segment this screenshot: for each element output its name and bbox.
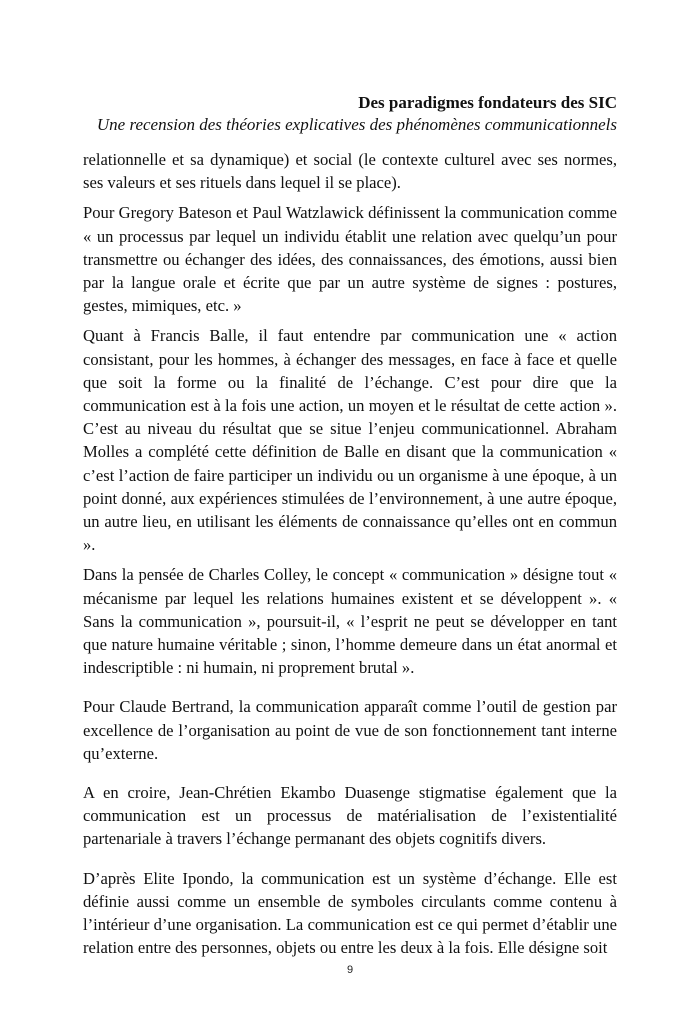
paragraph-bateson-watzlawick: Pour Gregory Bateson et Paul Watzlawick définissent la communication comme « un processus par lequel un individu établit une relation avec quelqu’un pour transmettre ou échanger des idées, des connaissances, des émotions, aussi bien par la langue orale et écrite que par un autre système de signes : postures, gestes, mimiques, etc. » — [83, 203, 617, 316]
running-header — [83, 92, 617, 136]
body-text — [83, 148, 617, 967]
page-number: 9 — [346, 964, 354, 976]
paragraph-continuation: relationnelle et sa dynamique) et social (le contexte culturel avec ses normes, ses valeurs et ses rituels dans lequel il se place). — [83, 150, 617, 193]
paragraph-colley: Dans la pensée de Charles Colley, le concept « communication » désigne tout « mécanisme par lequel les relations humaines existent et se développent ». « Sans la communication », poursuit-il, « l’esprit ne peut se développer en tant que nature humaine véritable ; sinon, l’homme demeure dans un état anormal et indescriptible : ni humain, ni proprement brutal ». — [83, 565, 617, 678]
paragraph-bertrand: Pour Claude Bertrand, la communication apparaît comme l’outil de gestion par excellence de l’organisation au point de vue de son fonctionnement tant interne qu’externe. — [83, 697, 617, 763]
paragraph-balle-molles: Quant à Francis Balle, il faut entendre par communication une « action consistant, pour les hommes, à échanger des messages, en face à face et quelle que soit la forme ou la finalité de l’échange. C’est pour dire que la communication est à la fois une action, un moyen et le résultat de cette action ». C’est au niveau du résultat que se situe l’enjeu communicationnel. Abraham Molles a complété cette définition de Balle en disant que la communication « c’est l’action de faire participer un individu ou un organisme à une époque, à un point donné, aux expériences stimulées de l’environnement, à une autre époque, un autre lieu, en utilisant les éléments de connaissance qu’elles ont en commun ». — [83, 326, 617, 555]
paragraph-ipondo: D’après Elite Ipondo, la communication est un système d’échange. Elle est définie aussi comme un ensemble de symboles circulants comme contenu à l’intérieur d’une organisation. La communication est ce qui permet d’établir une relation entre des personnes, objets ou entre les deux à la fois. Elle désigne soit — [83, 868, 617, 958]
paragraph-ekambo: A en croire, Jean-Chrétien Ekambo Duasenge stigmatise également que la communication est un processus de matérialisation de l’existentialité partenariale à travers l’échange permanant des objets cognitifs divers. — [83, 783, 617, 849]
header-subtitle: Une recension des théories explicatives des phénomènes communicationnels — [96, 115, 617, 134]
header-title: Des paradigmes fondateurs des SIC — [358, 93, 617, 112]
